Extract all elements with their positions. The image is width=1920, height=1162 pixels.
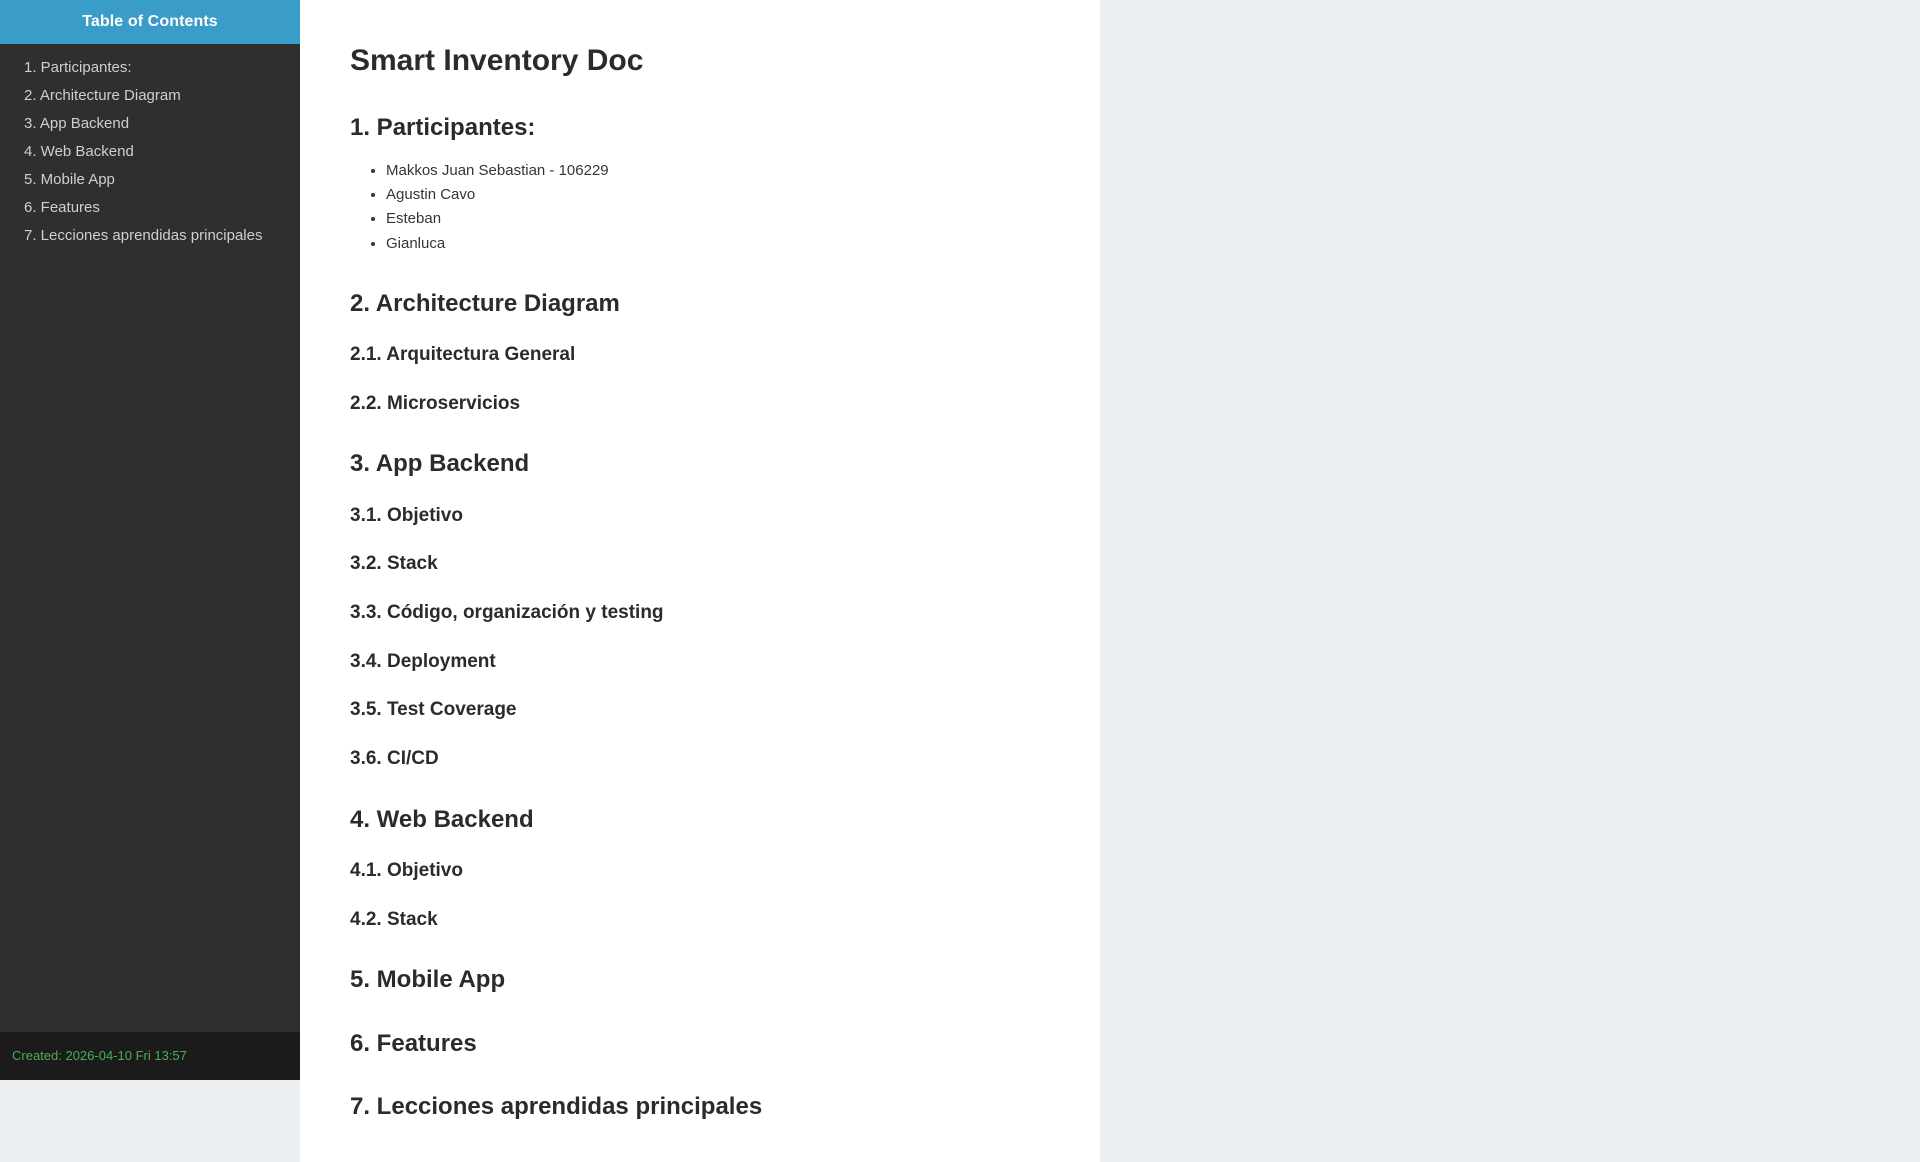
list-item: • Gianluca — [386, 232, 1050, 256]
participants-list — [350, 159, 1050, 256]
heading-ci-cd: 3.6. CI/CD — [350, 748, 439, 770]
sidebar-item-web-backend[interactable]: 4. Web Backend — [24, 143, 134, 160]
sidebar-item-participantes[interactable]: 1. Participantes: — [24, 59, 132, 76]
heading-app-backend: 3. App Backend — [350, 450, 530, 478]
heading-web-backend-stack: 4.2. Stack — [350, 908, 438, 930]
created-timestamp: Created: 2026-04-10 Fri 13:57 — [0, 1032, 300, 1080]
heading-architecture-diagram: 2. Architecture Diagram — [350, 289, 620, 317]
list-item: • Makkos Juan Sebastian - 106229 — [386, 159, 1050, 183]
toc-list — [0, 44, 300, 1032]
list-item: • Agustin Cavo — [386, 183, 1050, 207]
sidebar — [0, 0, 300, 1080]
heading-features: 6. Features — [350, 1029, 477, 1057]
page-title: Smart Inventory Doc — [350, 44, 644, 77]
heading-arquitectura-general: 2.1. Arquitectura General — [350, 344, 576, 366]
sidebar-item-mobile-app[interactable]: 5. Mobile App — [24, 171, 115, 188]
heading-test-coverage: 3.5. Test Coverage — [350, 699, 517, 721]
heading-codigo-organizacion-testing: 3.3. Código, organización y testing — [350, 602, 664, 623]
document-card — [300, 0, 1100, 1162]
sidebar-item-lecciones-aprendidas[interactable]: 7. Lecciones aprendidas principales — [24, 227, 263, 244]
heading-app-backend-objetivo: 3.1. Objetivo — [350, 504, 463, 526]
sidebar-item-app-backend[interactable]: 3. App Backend — [24, 115, 130, 132]
heading-mobile-app: 5. Mobile App — [350, 966, 506, 994]
heading-lecciones-aprendidas: 7. Lecciones aprendidas principales — [350, 1092, 763, 1120]
heading-deployment: 3.4. Deployment — [350, 650, 496, 672]
heading-microservicios: 2.2. Microservicios — [350, 392, 521, 414]
heading-participantes: 1. Participantes: — [350, 113, 536, 141]
list-item: • Esteban — [386, 207, 1050, 231]
content-area — [300, 0, 1920, 1120]
heading-web-backend: 4. Web Backend — [350, 805, 534, 833]
heading-app-backend-stack: 3.2. Stack — [350, 553, 438, 575]
sidebar-item-architecture-diagram[interactable]: 2. Architecture Diagram — [24, 87, 181, 104]
sidebar-item-features[interactable]: 6. Features — [24, 199, 100, 216]
heading-web-backend-objetivo: 4.1. Objetivo — [350, 859, 463, 881]
toc-header: Table of Contents — [0, 0, 300, 44]
